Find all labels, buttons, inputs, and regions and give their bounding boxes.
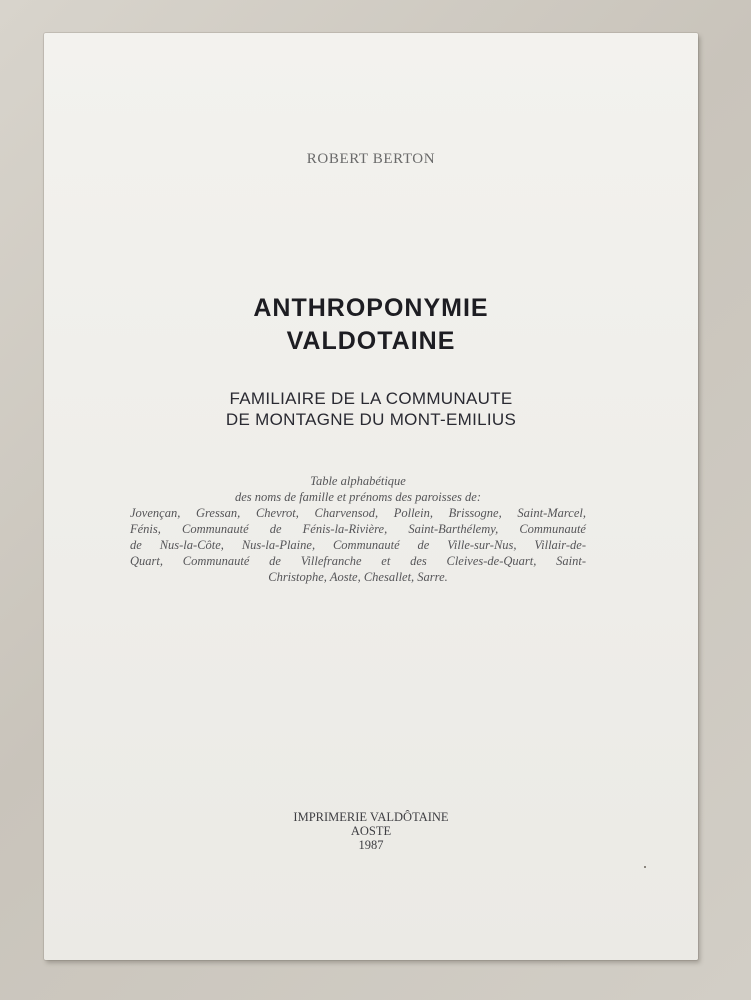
subtitle-line-2: DE MONTAGNE DU MONT-EMILIUS bbox=[225, 410, 517, 429]
title-line-2: VALDOTAINE bbox=[286, 327, 456, 355]
book-cover bbox=[44, 33, 698, 960]
book-subtitle bbox=[44, 388, 698, 430]
cover-speck bbox=[644, 866, 646, 868]
publisher-name: IMPRIMERIE VALDÔTAINE bbox=[293, 810, 449, 824]
subtitle-line-1: FAMILIAIRE DE LA COMMUNAUTE bbox=[229, 389, 513, 408]
description-line-1: Table alphabétique bbox=[310, 474, 406, 488]
publication-year: 1987 bbox=[358, 838, 384, 852]
author-name: ROBERT BERTON bbox=[306, 151, 436, 167]
description-block bbox=[130, 473, 586, 585]
description-line-7: Christophe, Aoste, Chesallet, Sarre. bbox=[268, 570, 448, 584]
book-title bbox=[44, 292, 698, 358]
description-line-3: Jovençan, Gressan, Chevrot, Charvensod, Pollein, Brissogne, Saint-Marcel, bbox=[130, 506, 586, 520]
title-line-1: ANTHROPONYMIE bbox=[253, 294, 489, 322]
publisher-city: AOSTE bbox=[350, 824, 392, 838]
description-line-5: de Nus-la-Côte, Nus-la-Plaine, Communauté de Ville-sur-Nus, Villair-de- bbox=[130, 538, 586, 552]
publisher-imprint bbox=[44, 810, 698, 852]
description-line-6: Quart, Communauté de Villefranche et des Cleives-de-Quart, Saint- bbox=[130, 554, 586, 568]
description-line-4: Fénis, Communauté de Fénis-la-Rivière, Saint-Barthélemy, Communauté bbox=[130, 522, 586, 536]
description-line-2: des noms de famille et prénoms des paroisses de: bbox=[234, 490, 482, 504]
